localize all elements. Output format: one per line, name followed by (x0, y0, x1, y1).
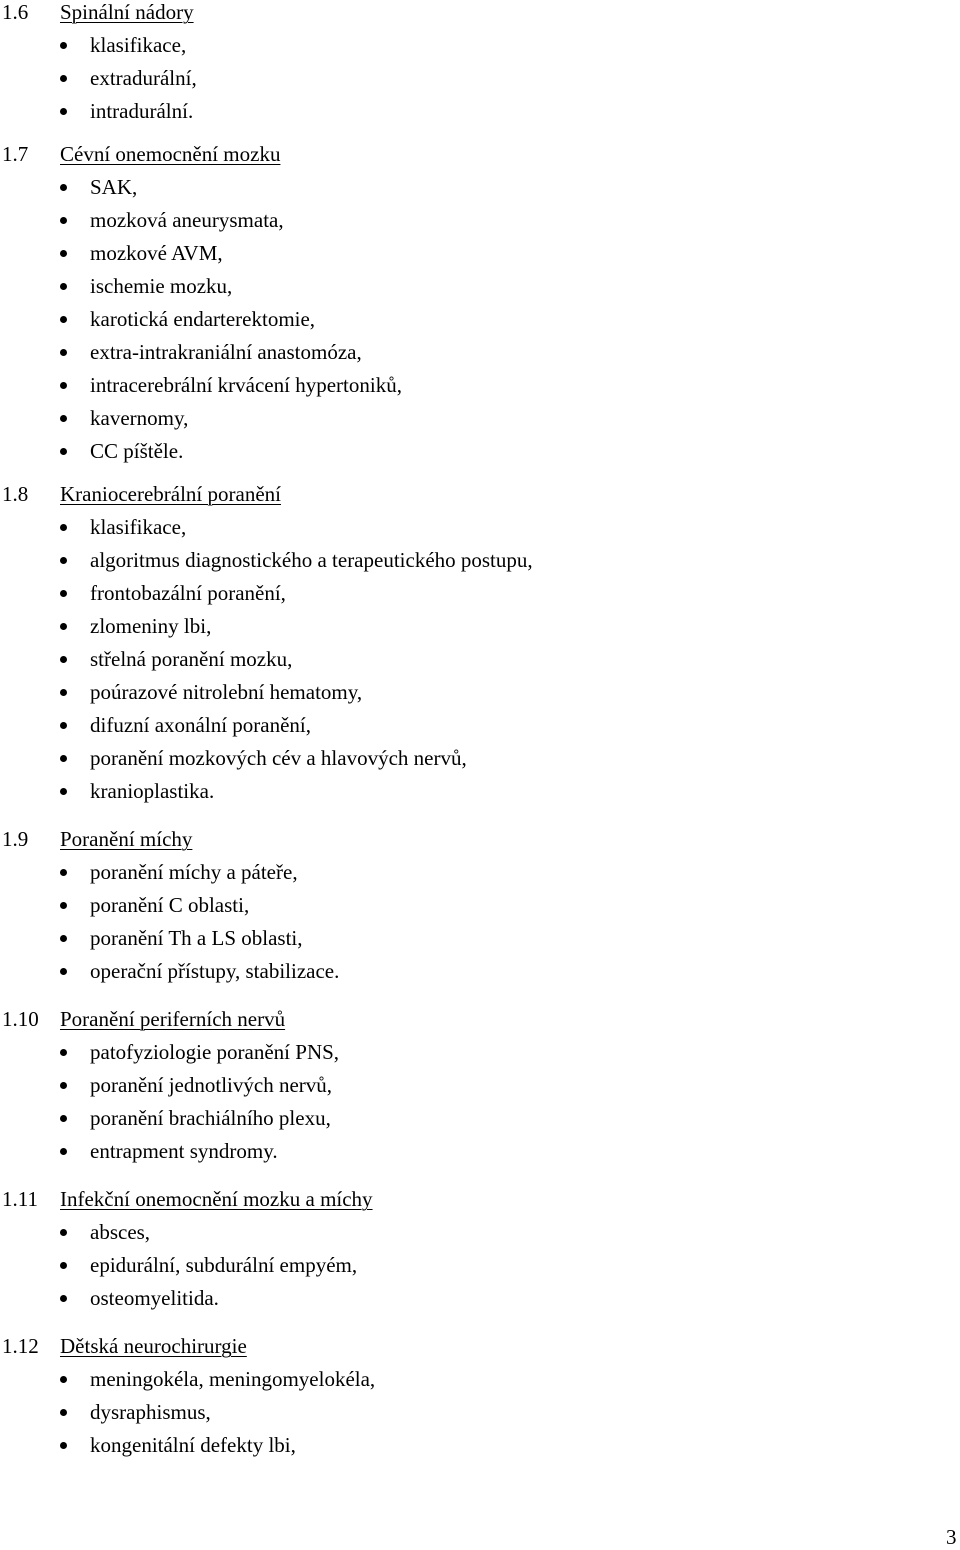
bullet-icon (60, 349, 67, 356)
bullet-icon (60, 1082, 67, 1089)
section-number: 1.11 (2, 1187, 38, 1211)
list-item (0, 99, 960, 132)
bullet-icon (60, 108, 67, 115)
bullet-icon (60, 788, 67, 795)
section-number: 1.7 (2, 142, 29, 166)
list-item (0, 893, 960, 926)
list-item (0, 1139, 960, 1172)
section-title: Spinální nádory (60, 0, 194, 24)
list-item-text: poranění Th a LS oblasti, (90, 926, 303, 950)
list-item-text: intracerebrální krvácení hypertoniků, (90, 373, 402, 397)
list-item-text: epidurální, subdurální empyém, (90, 1253, 358, 1277)
list-item-text: ischemie mozku, (90, 274, 233, 298)
list-item (0, 680, 960, 713)
section-heading (0, 0, 960, 33)
section-title: Kraniocerebrální poranění (60, 482, 281, 506)
list-item-text: mozková aneurysmata, (90, 208, 284, 232)
list-item-text: osteomyelitida. (90, 1286, 219, 1310)
list-item-text: algoritmus diagnostického a terapeutického postupu, (90, 548, 533, 572)
bullet-icon (60, 217, 67, 224)
list-item (0, 959, 960, 992)
bullet-icon (60, 1115, 67, 1122)
list-item-text: intradurální. (90, 99, 194, 123)
list-item-text: meningokéla, meningomyelokéla, (90, 1367, 376, 1391)
list-item (0, 746, 960, 779)
bullet-list (0, 1040, 960, 1172)
bullet-list (0, 1220, 960, 1319)
list-item (0, 548, 960, 581)
bullet-icon (60, 968, 67, 975)
list-item (0, 581, 960, 614)
list-item-text: kranioplastika. (90, 779, 215, 803)
list-item (0, 1220, 960, 1253)
section-cerebrovascular (0, 142, 960, 472)
section-title: Cévní onemocnění mozku (60, 142, 281, 166)
section-heading (0, 1187, 960, 1220)
list-item-text: entrapment syndromy. (90, 1139, 278, 1163)
list-item-text: poranění C oblasti, (90, 893, 250, 917)
bullet-icon (60, 1049, 67, 1056)
section-number: 1.6 (2, 0, 29, 24)
bullet-icon (60, 382, 67, 389)
section-heading (0, 827, 960, 860)
bullet-list (0, 175, 960, 472)
bullet-icon (60, 184, 67, 191)
bullet-list (0, 515, 960, 812)
bullet-icon (60, 1442, 67, 1449)
page-number: 3 (946, 1525, 957, 1549)
bullet-icon (60, 623, 67, 630)
section-heading (0, 1334, 960, 1367)
bullet-icon (60, 1376, 67, 1383)
list-item-text: poranění míchy a páteře, (90, 860, 298, 884)
bullet-icon (60, 1262, 67, 1269)
list-item-text: patofyziologie poranění PNS, (90, 1040, 340, 1064)
list-item-text: zlomeniny lbi, (90, 614, 212, 638)
section-spinal-tumors (0, 0, 960, 132)
list-item (0, 1367, 960, 1400)
bullet-icon (60, 656, 67, 663)
section-heading (0, 1007, 960, 1040)
list-item (0, 340, 960, 373)
bullet-icon (60, 448, 67, 455)
list-item (0, 241, 960, 274)
list-item (0, 274, 960, 307)
list-item (0, 779, 960, 812)
bullet-icon (60, 1229, 67, 1236)
list-item-text: klasifikace, (90, 515, 187, 539)
bullet-icon (60, 689, 67, 696)
bullet-icon (60, 590, 67, 597)
list-item (0, 66, 960, 99)
bullet-icon (60, 722, 67, 729)
list-item-text: poranění mozkových cév a hlavových nervů, (90, 746, 467, 770)
list-item-text: kongenitální defekty lbi, (90, 1433, 296, 1457)
list-item-text: kavernomy, (90, 406, 189, 430)
bullet-icon (60, 557, 67, 564)
section-pediatric-neurosurgery (0, 1334, 960, 1466)
list-item (0, 406, 960, 439)
list-item-text: poranění brachiálního plexu, (90, 1106, 331, 1130)
bullet-icon (60, 902, 67, 909)
list-item-text: difuzní axonální poranění, (90, 713, 312, 737)
list-item (0, 647, 960, 680)
section-number: 1.12 (2, 1334, 39, 1358)
list-item (0, 1400, 960, 1433)
list-item-text: karotická endarterektomie, (90, 307, 316, 331)
list-item (0, 926, 960, 959)
bullet-icon (60, 415, 67, 422)
list-item-text: poúrazové nitrolební hematomy, (90, 680, 363, 704)
bullet-icon (60, 1295, 67, 1302)
bullet-icon (60, 316, 67, 323)
section-title: Poranění periferních nervů (60, 1007, 286, 1031)
section-cns-infections (0, 1187, 960, 1319)
list-item (0, 439, 960, 472)
list-item (0, 515, 960, 548)
section-heading (0, 142, 960, 175)
list-item (0, 373, 960, 406)
section-title: Poranění míchy (60, 827, 193, 851)
list-item (0, 307, 960, 340)
bullet-icon (60, 755, 67, 762)
list-item-text: absces, (90, 1220, 151, 1244)
bullet-icon (60, 250, 67, 257)
section-title: Dětská neurochirurgie (60, 1334, 247, 1358)
section-peripheral-nerve-injury (0, 1007, 960, 1172)
list-item-text: střelná poranění mozku, (90, 647, 293, 671)
list-item (0, 1253, 960, 1286)
list-item-text: mozkové AVM, (90, 241, 223, 265)
list-item-text: SAK, (90, 175, 138, 199)
bullet-list (0, 1367, 960, 1466)
list-item-text: dysraphismus, (90, 1400, 211, 1424)
list-item-text: klasifikace, (90, 33, 187, 57)
list-item (0, 713, 960, 746)
bullet-list (0, 33, 960, 132)
section-craniocerebral-injury (0, 482, 960, 812)
list-item-text: operační přístupy, stabilizace. (90, 959, 340, 983)
list-item-text: extra-intrakraniální anastomóza, (90, 340, 362, 364)
bullet-icon (60, 1148, 67, 1155)
list-item (0, 860, 960, 893)
list-item-text: frontobazální poranění, (90, 581, 286, 605)
bullet-icon (60, 869, 67, 876)
section-heading (0, 482, 960, 515)
list-item (0, 614, 960, 647)
list-item (0, 33, 960, 66)
list-item-text: extradurální, (90, 66, 197, 90)
list-item-text: CC píštěle. (90, 439, 184, 463)
list-item (0, 1073, 960, 1106)
list-item (0, 1040, 960, 1073)
bullet-list (0, 860, 960, 992)
list-item (0, 1106, 960, 1139)
section-number: 1.9 (2, 827, 29, 851)
bullet-icon (60, 75, 67, 82)
list-item-text: poranění jednotlivých nervů, (90, 1073, 333, 1097)
section-title: Infekční onemocnění mozku a míchy (60, 1187, 373, 1211)
bullet-icon (60, 524, 67, 531)
bullet-icon (60, 283, 67, 290)
section-number: 1.10 (2, 1007, 39, 1031)
bullet-icon (60, 1409, 67, 1416)
bullet-icon (60, 935, 67, 942)
list-item (0, 1433, 960, 1466)
list-item (0, 1286, 960, 1319)
bullet-icon (60, 42, 67, 49)
section-spinal-cord-injury (0, 827, 960, 992)
list-item (0, 175, 960, 208)
section-number: 1.8 (2, 482, 29, 506)
list-item (0, 208, 960, 241)
